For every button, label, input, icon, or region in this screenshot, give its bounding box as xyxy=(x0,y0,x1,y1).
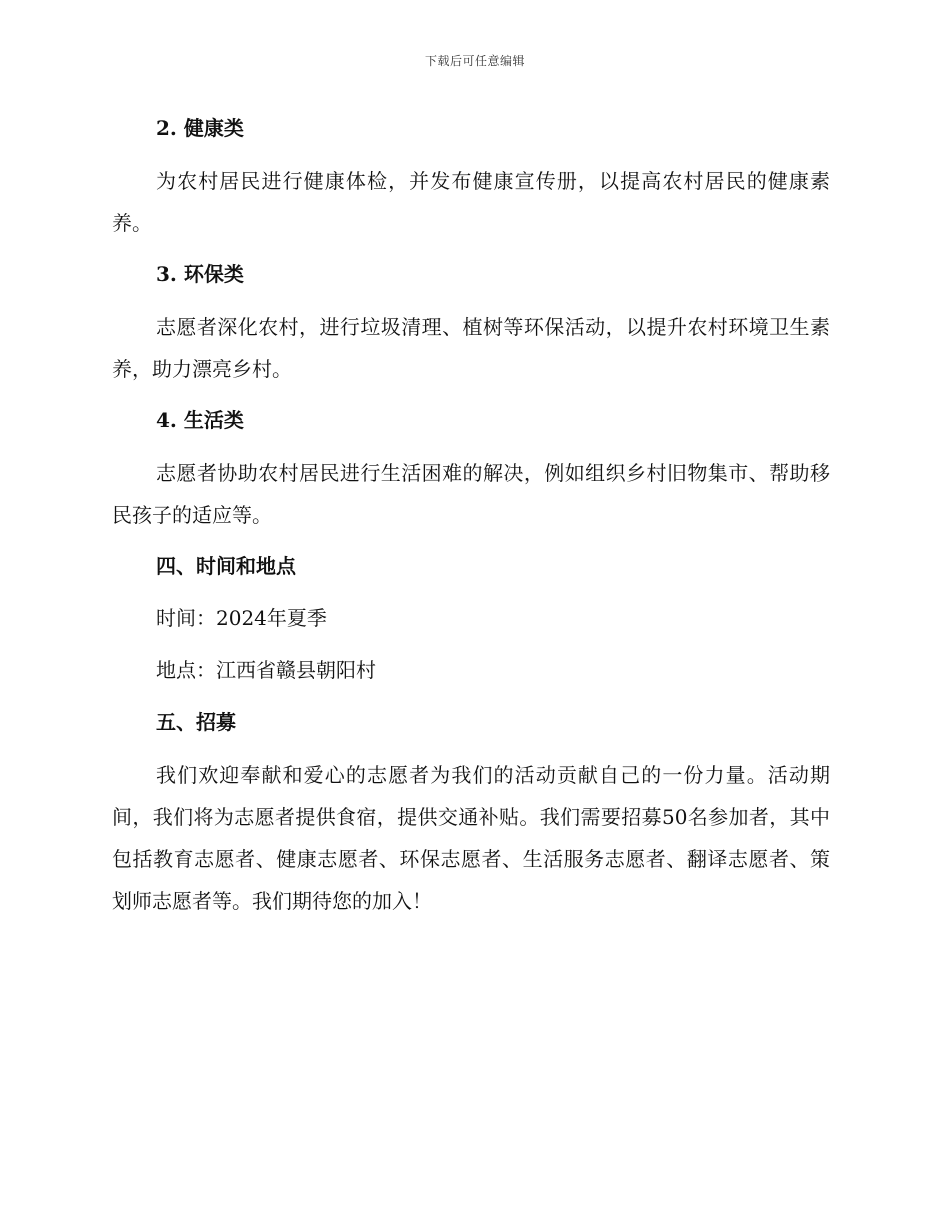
time-line: 时间：2024年夏季 xyxy=(156,606,327,630)
section-heading-recruit: 五、招募 xyxy=(156,710,236,734)
document-body xyxy=(112,108,830,932)
section-paragraph-recruit: 我们欢迎奉献和爱心的志愿者为我们的活动贡献自己的一份力量。活动期间，我们将为志愿者提供食宿，提供交通补贴。我们需要招募50名参加者，其中包括教育志愿者、健康志愿者、环保志愿者、生活服务志愿者、翻译志愿者、策划师志愿者等。我们期待您的加入！ xyxy=(112,763,830,913)
section-paragraph-environment: 志愿者深化农村，进行垃圾清理、植树等环保活动，以提升农村环境卫生素养，助力漂亮乡村。 xyxy=(112,315,830,381)
section-paragraph-life: 志愿者协助农村居民进行生活困难的解决，例如组织乡村旧物集市、帮助移民孩子的适应等。 xyxy=(112,461,830,527)
section-paragraph-health: 为农村居民进行健康体检，并发布健康宣传册，以提高农村居民的健康素养。 xyxy=(112,169,830,235)
section-heading-time-place: 四、时间和地点 xyxy=(156,554,296,578)
section-heading-environment: 3. 环保类 xyxy=(156,262,244,286)
place-line: 地点：江西省赣县朝阳村 xyxy=(156,658,376,682)
page-header: 下载后可任意编辑 xyxy=(424,54,525,68)
section-heading-life: 4. 生活类 xyxy=(156,408,244,432)
section-heading-health: 2. 健康类 xyxy=(156,116,244,140)
